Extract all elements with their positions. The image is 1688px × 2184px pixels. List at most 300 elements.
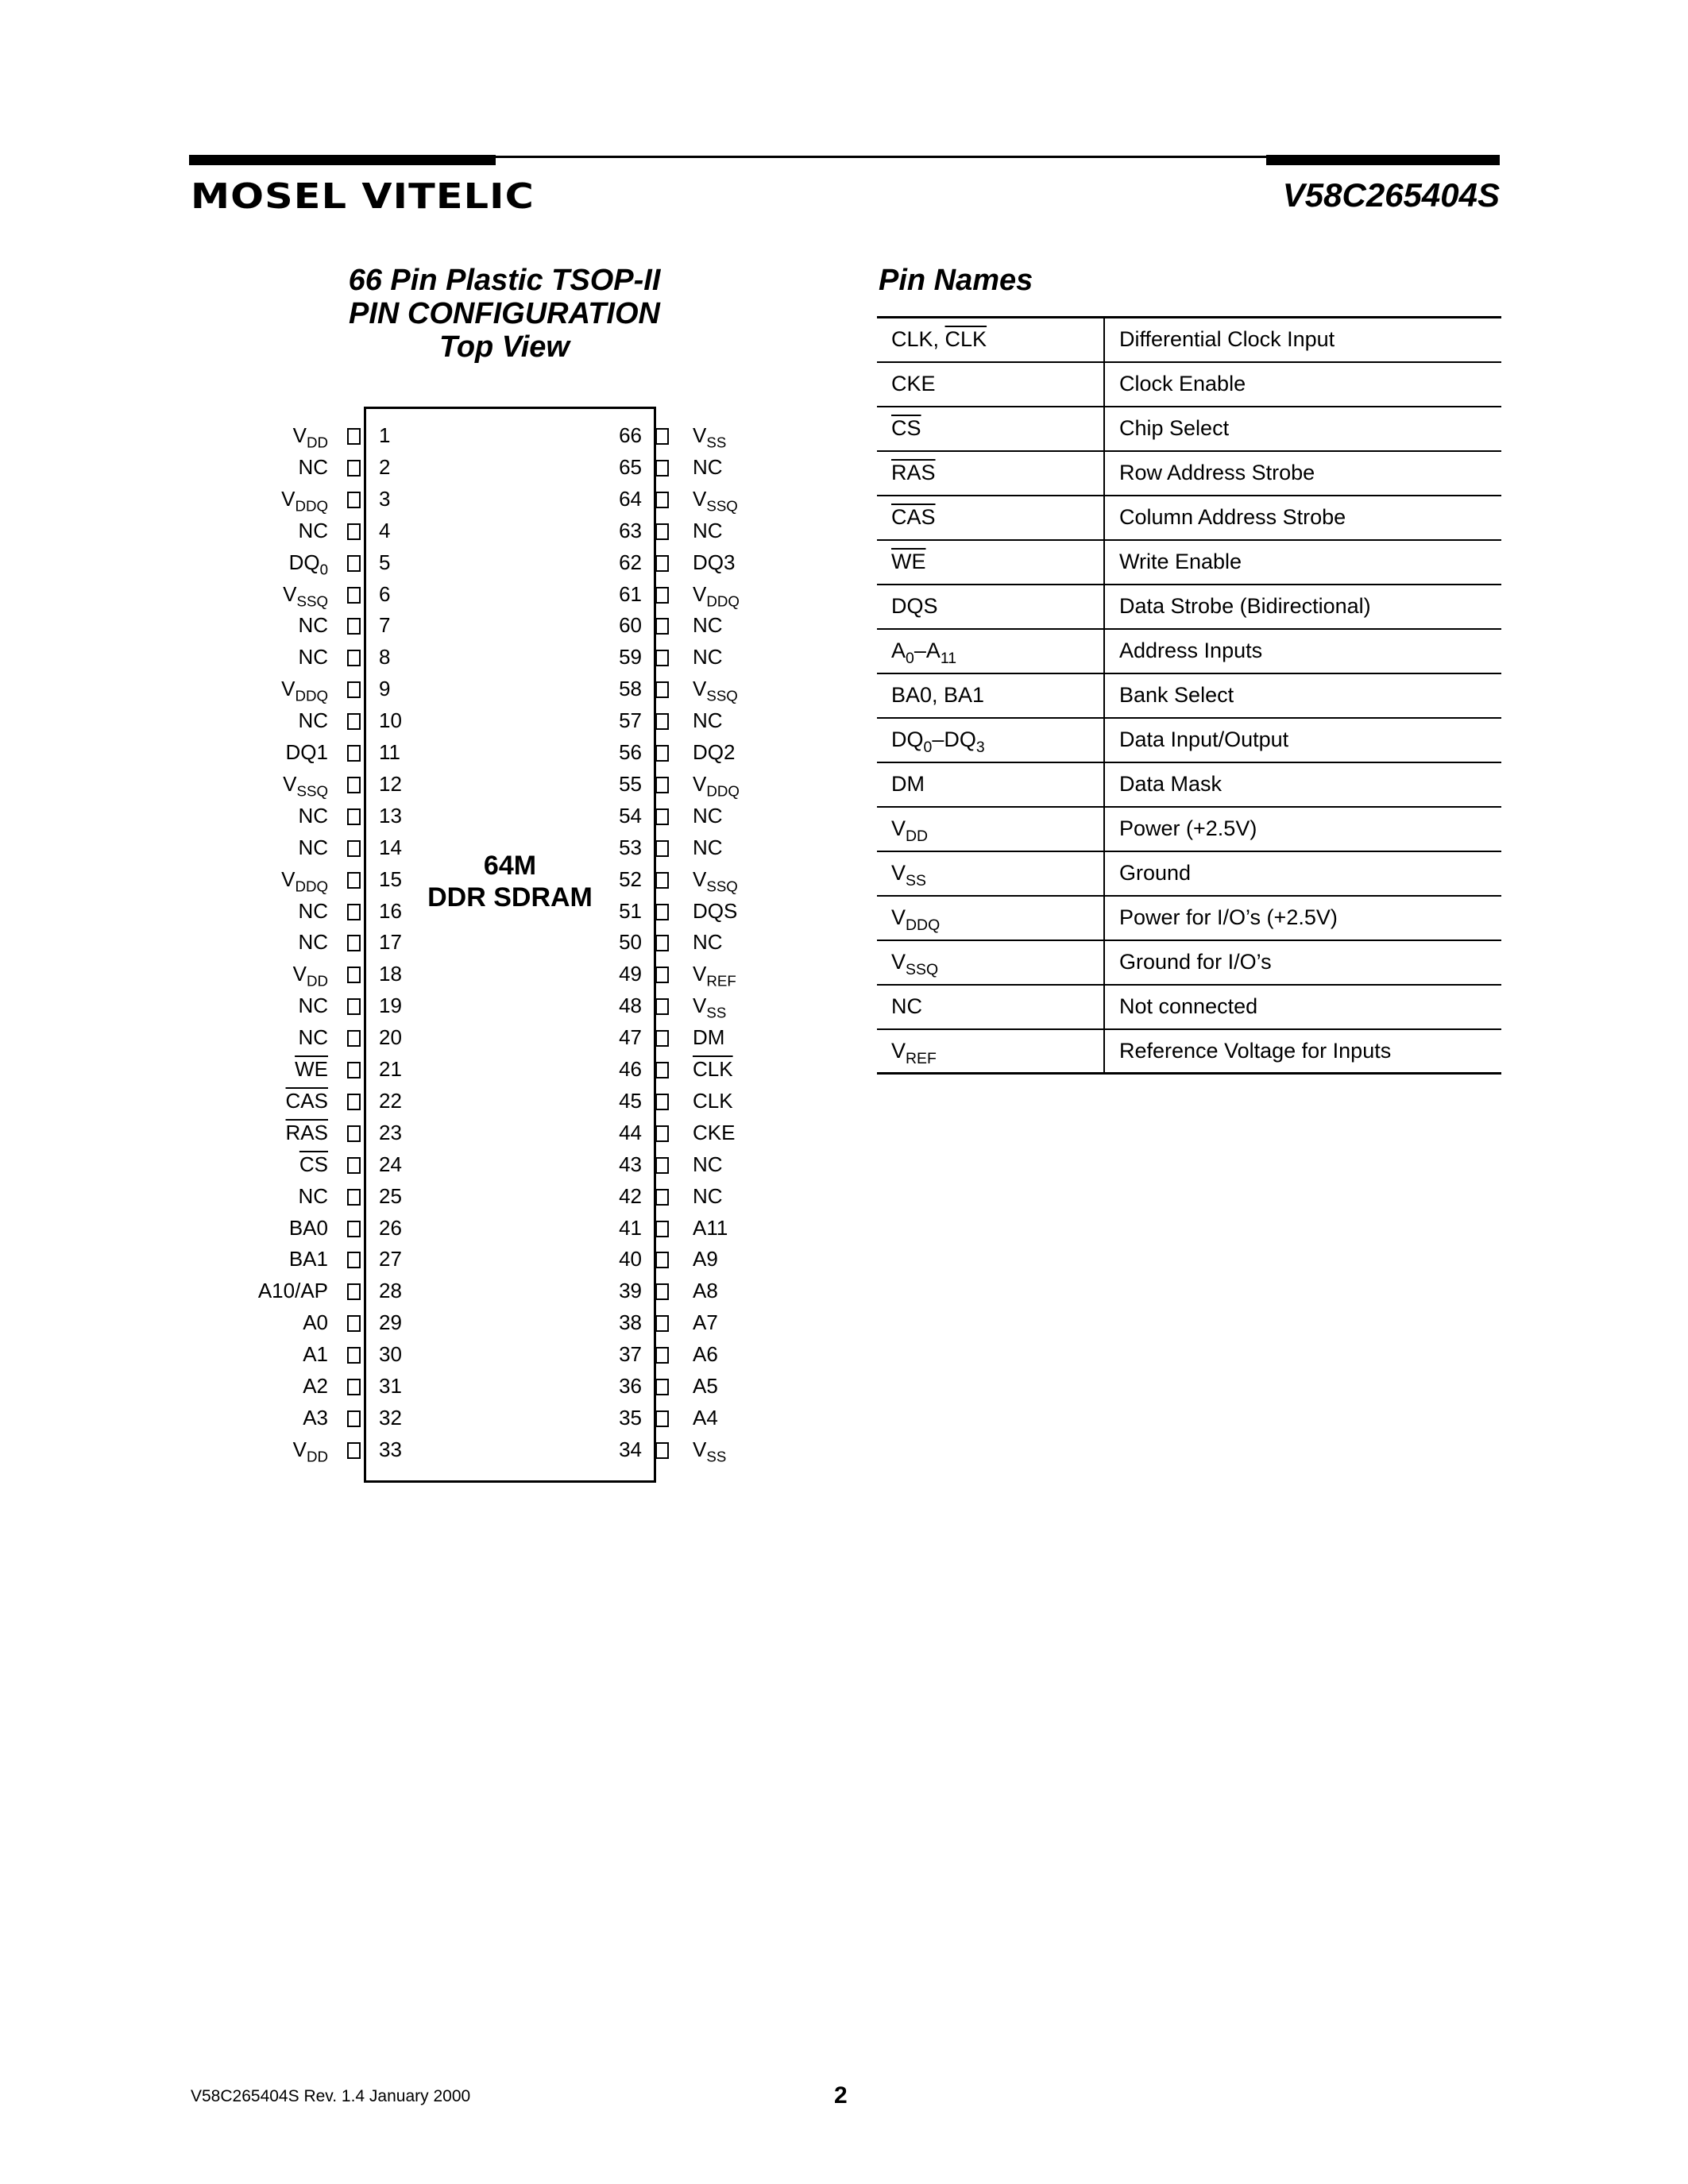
pin-name-text: NC	[693, 454, 723, 479]
pin-name	[281, 866, 328, 895]
pin-lead	[347, 1062, 361, 1078]
pin-description: Ground for I/O’s	[1104, 940, 1501, 985]
pin-number: 43	[619, 1152, 642, 1176]
pin-name	[693, 1279, 718, 1302]
pin-name-subscript: DDQ	[295, 878, 328, 895]
pin-number: 6	[379, 581, 391, 606]
pin-lead	[655, 555, 669, 572]
pin-right	[604, 1216, 794, 1240]
pin-description: Power for I/O’s (+2.5V)	[1104, 896, 1501, 940]
pin-right	[604, 1152, 794, 1176]
pin-name	[283, 581, 328, 610]
pin-name-text: NC	[298, 518, 328, 542]
pin-lead	[655, 1283, 669, 1300]
pin-lead	[655, 1157, 669, 1174]
pin-name-text: $\overline{CLK}$	[693, 1057, 733, 1081]
pin-name	[693, 1342, 718, 1366]
pin-lead	[655, 713, 669, 730]
pin-name	[298, 994, 328, 1017]
pin-number: 56	[619, 740, 642, 764]
pin-name-text: BA1	[288, 1247, 328, 1271]
pin-name	[298, 835, 328, 859]
pin-right	[604, 1247, 794, 1271]
pin-names-row	[877, 985, 1501, 1029]
pin-right	[604, 1374, 794, 1398]
pin-lead	[347, 872, 361, 889]
pin-symbol	[877, 718, 1104, 762]
pin-number: 45	[619, 1088, 642, 1113]
pin-symbol-text: $\overline{CS}$	[891, 416, 921, 440]
pin-name-text: A11	[693, 1215, 728, 1240]
pin-name	[286, 1089, 328, 1113]
pin-number: 39	[619, 1279, 642, 1303]
pin-name-text: A3	[303, 1405, 328, 1430]
pin-name	[693, 1121, 735, 1144]
pin-name	[289, 1216, 328, 1240]
pin-name-text: V	[693, 581, 707, 606]
pin-number: 2	[379, 454, 391, 479]
pin-name	[693, 1437, 727, 1465]
pin-number: 40	[619, 1247, 642, 1271]
pin-lead	[347, 650, 361, 666]
pin-left	[222, 1057, 413, 1081]
pin-number: 4	[379, 518, 391, 542]
pin-number: 35	[619, 1405, 642, 1430]
pin-lead	[347, 998, 361, 1015]
pin-lead	[655, 1315, 669, 1332]
pin-number: 53	[619, 835, 642, 859]
pin-names-row	[877, 896, 1501, 940]
pin-name-subscript: DD	[306, 972, 328, 990]
pin-name-text: DQ3	[693, 550, 736, 574]
pin-description: Address Inputs	[1104, 629, 1501, 673]
pin-lead	[655, 460, 669, 477]
pin-lead	[347, 460, 361, 477]
pin-name	[693, 550, 735, 574]
pin-lead	[347, 1157, 361, 1174]
pin-symbol	[877, 762, 1104, 807]
pin-right	[604, 1310, 794, 1334]
pin-name-text: NC	[693, 803, 723, 828]
pin-name	[693, 1247, 718, 1271]
pin-left	[222, 519, 413, 542]
pin-symbol-text: NC	[891, 994, 922, 1018]
pin-name	[693, 962, 736, 990]
pin-names-row	[877, 1029, 1501, 1074]
pin-right	[604, 866, 794, 895]
pin-right	[604, 550, 794, 574]
pin-number: 52	[619, 866, 642, 891]
pin-name	[281, 486, 328, 515]
pin-right	[604, 1057, 794, 1081]
pin-right	[604, 581, 794, 610]
pin-symbol-text: V	[891, 861, 906, 885]
pin-name-text: NC	[693, 930, 723, 955]
pin-name-text: NC	[298, 898, 328, 923]
pin-name-text: A0	[303, 1310, 328, 1335]
pin-lead	[655, 1252, 669, 1268]
pin-number: 46	[619, 1057, 642, 1081]
pin-number: 16	[379, 898, 402, 923]
pin-number: 8	[379, 645, 391, 669]
pin-name-text: DQS	[693, 898, 738, 923]
pin-lead	[347, 967, 361, 983]
pin-description: Chip Select	[1104, 407, 1501, 451]
pin-name-text: NC	[693, 1183, 723, 1208]
pin-lead	[655, 492, 669, 508]
pin-name-subscript: SS	[706, 1448, 727, 1465]
pin-name-text: V	[693, 423, 707, 447]
pin-right	[604, 804, 794, 828]
pin-lead	[347, 523, 361, 540]
pin-description: Data Input/Output	[1104, 718, 1501, 762]
pin-symbol-subscript: REF	[906, 1049, 937, 1067]
pin-symbol-subscript: SSQ	[906, 960, 939, 978]
pin-number: 1	[379, 423, 391, 447]
pin-name	[292, 1437, 328, 1465]
pin-lead	[655, 1379, 669, 1395]
pin-lead	[655, 935, 669, 951]
pin-symbol-subscript: 0	[923, 738, 933, 756]
pin-name-text: A10/AP	[257, 1279, 328, 1303]
pin-right	[604, 930, 794, 954]
pin-left	[222, 1342, 413, 1366]
pin-left	[222, 1184, 413, 1208]
pin-name-text: A9	[693, 1247, 718, 1271]
pin-name	[693, 423, 727, 451]
pin-name	[303, 1406, 328, 1430]
pin-left	[222, 1089, 413, 1113]
pin-number: 11	[379, 740, 400, 764]
header-rule-right-bar	[1266, 155, 1500, 165]
pin-name	[693, 1184, 723, 1208]
pin-lead	[347, 428, 361, 445]
pin-left	[222, 613, 413, 637]
pin-right	[604, 519, 794, 542]
pin-name	[693, 771, 740, 800]
pin-name	[283, 771, 328, 800]
pin-symbol-text: –DQ	[932, 727, 976, 751]
pin-name-text: NC	[298, 994, 328, 1018]
pin-names-row	[877, 585, 1501, 629]
pin-description: Write Enable	[1104, 540, 1501, 585]
pin-name-text: V	[693, 771, 707, 796]
pin-description: Not connected	[1104, 985, 1501, 1029]
pin-name	[298, 899, 328, 923]
pin-lead	[347, 777, 361, 793]
pin-number: 14	[379, 835, 402, 859]
pin-name	[693, 1057, 733, 1081]
pin-symbol	[877, 496, 1104, 540]
pin-name	[298, 708, 328, 732]
pin-right	[604, 962, 794, 990]
pin-left	[222, 962, 413, 990]
pin-symbol	[877, 540, 1104, 585]
pin-lead	[347, 1283, 361, 1300]
pin-lead	[655, 681, 669, 698]
pin-left	[222, 1025, 413, 1049]
pin-description: Reference Voltage for Inputs	[1104, 1029, 1501, 1074]
pin-lead	[655, 1094, 669, 1110]
pin-left	[222, 1152, 413, 1176]
pin-lead	[347, 904, 361, 920]
pin-name-text: DM	[693, 1025, 725, 1050]
pin-number: 54	[619, 803, 642, 828]
pin-name	[286, 740, 328, 764]
pin-symbol-text: –A	[914, 639, 941, 662]
pin-name-text: DQ1	[285, 740, 328, 764]
pin-names-title: Pin Names	[879, 264, 1033, 297]
pin-name	[693, 1216, 728, 1240]
pin-left	[222, 1216, 413, 1240]
pin-names-row	[877, 318, 1501, 362]
pin-name-text: NC	[693, 518, 723, 542]
pin-number: 20	[379, 1025, 402, 1050]
pin-lead	[655, 1410, 669, 1427]
pin-symbol-text: V	[891, 1038, 906, 1063]
brand-logo: MOSEL VITELIC	[191, 176, 535, 217]
pin-name-text: A7	[693, 1310, 718, 1335]
pin-number: 50	[619, 930, 642, 955]
pin-name	[303, 1310, 328, 1334]
pin-name	[693, 899, 737, 923]
pin-lead	[347, 713, 361, 730]
pin-name-subscript: SSQ	[706, 687, 738, 704]
pin-name	[693, 455, 723, 479]
pin-symbol	[877, 940, 1104, 985]
pin-symbol-text: BA0, BA1	[891, 683, 985, 707]
pin-lead	[655, 1221, 669, 1237]
pin-lead	[347, 1221, 361, 1237]
pin-right	[604, 1437, 794, 1465]
pin-symbol	[877, 851, 1104, 896]
pin-left	[222, 994, 413, 1017]
pin-symbol-text: DQS	[891, 594, 938, 618]
pin-name	[693, 677, 738, 704]
pin-left	[222, 1406, 413, 1430]
pin-name	[693, 1406, 718, 1430]
pin-lead	[655, 618, 669, 635]
pin-name	[693, 645, 723, 669]
pin-lead	[655, 587, 669, 604]
pin-right	[604, 1089, 794, 1113]
pin-name	[693, 740, 735, 764]
pin-description: Data Strobe (Bidirectional)	[1104, 585, 1501, 629]
pin-number: 15	[379, 866, 402, 891]
pin-symbol	[877, 318, 1104, 362]
pin-lead	[655, 967, 669, 983]
pin-name	[303, 1374, 328, 1398]
pin-symbol	[877, 1029, 1104, 1074]
pin-name-text: NC	[298, 613, 328, 638]
pin-lead	[655, 998, 669, 1015]
pin-name-text: A5	[693, 1374, 718, 1398]
pin-name-text: NC	[298, 1183, 328, 1208]
pin-name-text: NC	[298, 708, 328, 733]
pin-name	[693, 519, 723, 542]
pin-number: 25	[379, 1183, 402, 1208]
pin-name-text: NC	[298, 1025, 328, 1050]
pin-name	[303, 1342, 328, 1366]
pin-name	[693, 930, 723, 954]
pin-number: 19	[379, 994, 402, 1018]
pin-left	[222, 1310, 413, 1334]
pin-left	[222, 1247, 413, 1271]
pin-number: 61	[619, 581, 642, 606]
pin-symbol-subscript: DDQ	[906, 916, 941, 934]
part-number: V58C265404S	[1282, 176, 1500, 214]
pin-lead	[655, 1347, 669, 1364]
pin-number: 57	[619, 708, 642, 733]
pin-lead	[655, 745, 669, 762]
pin-name-text: V	[281, 486, 295, 511]
pin-number: 49	[619, 962, 642, 986]
pin-lead	[347, 1410, 361, 1427]
pin-lead	[347, 1347, 361, 1364]
pin-left	[222, 930, 413, 954]
pin-name	[292, 962, 328, 990]
pin-name-text: V	[693, 486, 707, 511]
pin-number: 10	[379, 708, 402, 733]
pin-name-text: NC	[298, 835, 328, 859]
pin-names-row	[877, 407, 1501, 451]
pin-name	[693, 835, 723, 859]
pin-number: 13	[379, 803, 402, 828]
pin-symbol-text: CLK,	[891, 327, 945, 352]
pin-lead	[655, 1125, 669, 1142]
pin-name-subscript: DD	[306, 434, 328, 451]
pin-config-title-line: Top View	[439, 330, 570, 364]
pin-name	[693, 866, 738, 895]
pin-lead	[347, 1125, 361, 1142]
pin-name	[299, 1152, 328, 1176]
pin-name-text: $\overline{CS}$	[299, 1152, 328, 1176]
pin-name-text: A1	[303, 1342, 328, 1367]
pin-lead	[347, 681, 361, 698]
pin-names-row	[877, 940, 1501, 985]
pin-name	[693, 1152, 723, 1176]
pin-left	[222, 550, 413, 578]
pin-name-text: NC	[298, 645, 328, 669]
pin-name-subscript: SSQ	[706, 497, 738, 515]
pin-right	[604, 1342, 794, 1366]
pin-description: Power (+2.5V)	[1104, 807, 1501, 851]
pin-lead	[347, 1189, 361, 1206]
pin-name	[693, 1089, 733, 1113]
pin-name-subscript: DD	[306, 1448, 328, 1465]
pin-name	[298, 1184, 328, 1208]
pin-name	[258, 1279, 328, 1302]
pin-name	[693, 581, 740, 610]
pin-name	[693, 486, 738, 515]
pin-symbol	[877, 985, 1104, 1029]
pin-name-text: NC	[298, 803, 328, 828]
pin-names-row	[877, 762, 1501, 807]
pin-number: 31	[379, 1374, 402, 1398]
pin-number: 60	[619, 613, 642, 638]
pin-name-text: V	[283, 581, 297, 606]
pin-number: 38	[619, 1310, 642, 1335]
pin-symbol-text: A	[891, 639, 906, 662]
pin-number: 32	[379, 1405, 402, 1430]
pin-right	[604, 899, 794, 923]
pin-names-row	[877, 718, 1501, 762]
pin-config-title	[314, 264, 695, 364]
pin-number: 66	[619, 423, 642, 447]
pin-name	[289, 1247, 328, 1271]
pin-symbol-text: V	[891, 950, 906, 974]
pin-lead	[655, 1030, 669, 1047]
pin-name-text: DQ	[288, 550, 320, 574]
pin-number: 26	[379, 1215, 402, 1240]
pin-left	[222, 1374, 413, 1398]
pin-right	[604, 771, 794, 800]
pin-name	[281, 677, 328, 704]
pin-symbol-text: $\overline{WE}$	[891, 550, 926, 573]
pin-name-text: V	[283, 771, 297, 796]
pin-name	[298, 930, 328, 954]
pin-name	[286, 1121, 328, 1144]
pin-name	[693, 1310, 718, 1334]
pin-name	[292, 423, 328, 451]
pin-name-text: V	[693, 994, 707, 1018]
pin-name-text: V	[693, 1437, 707, 1461]
pin-name-text: BA0	[288, 1215, 328, 1240]
pin-description: Column Address Strobe	[1104, 496, 1501, 540]
pin-names-row	[877, 362, 1501, 407]
pin-name-text: NC	[298, 930, 328, 955]
pin-number: 36	[619, 1374, 642, 1398]
pin-left	[222, 1121, 413, 1144]
pin-number: 21	[379, 1057, 402, 1081]
pin-names-row	[877, 807, 1501, 851]
pin-lead	[655, 650, 669, 666]
pin-name	[298, 804, 328, 828]
pin-name	[298, 455, 328, 479]
pin-right	[604, 486, 794, 515]
pin-symbol	[877, 451, 1104, 496]
pin-symbol-subscript: SS	[906, 871, 926, 889]
pin-lead	[347, 1315, 361, 1332]
pin-number: 23	[379, 1120, 402, 1144]
pin-name-text: V	[281, 866, 295, 891]
pin-symbol-text: CKE	[891, 372, 936, 396]
pin-name-text: A6	[693, 1342, 718, 1367]
pin-names-row	[877, 673, 1501, 718]
pin-right	[604, 677, 794, 704]
pin-right	[604, 835, 794, 859]
pin-symbol	[877, 896, 1104, 940]
pin-number: 34	[619, 1437, 642, 1461]
pin-symbol-text: V	[891, 816, 906, 840]
pin-name-text: $\overline{RAS}$	[285, 1120, 328, 1144]
pin-name-text: A4	[693, 1405, 718, 1430]
pin-name	[693, 804, 723, 828]
pin-name-text: CLK	[693, 1088, 733, 1113]
pin-symbol	[877, 673, 1104, 718]
pin-lead	[347, 808, 361, 825]
pin-number: 59	[619, 645, 642, 669]
pin-name-text: CKE	[693, 1120, 736, 1144]
pin-symbol	[877, 585, 1104, 629]
pin-name-text: NC	[693, 613, 723, 638]
pin-number: 62	[619, 550, 642, 574]
pin-name-subscript: SS	[706, 1004, 727, 1021]
pin-symbol-text: DQ	[891, 727, 924, 751]
pin-number: 37	[619, 1342, 642, 1367]
pin-name	[693, 994, 727, 1021]
pin-right	[604, 740, 794, 764]
